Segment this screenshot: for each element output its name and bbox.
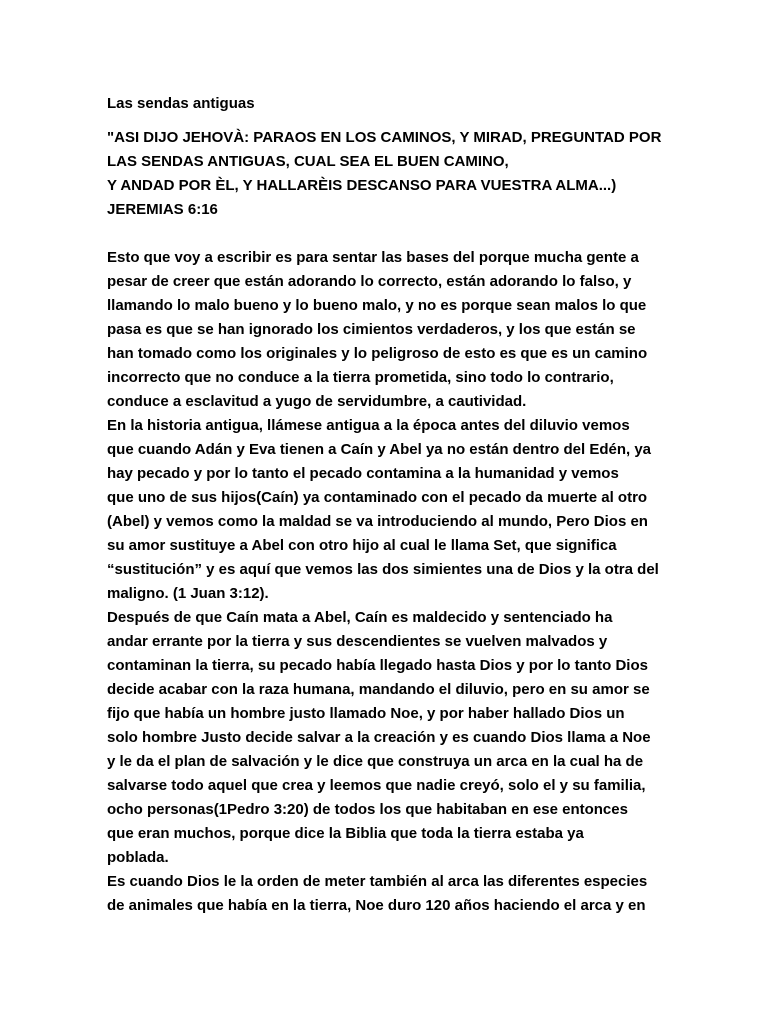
body-line: maligno. (1 Juan 3:12). xyxy=(107,585,269,602)
body-line: pesar de creer que están adorando lo correcto, están adorando lo falso, y xyxy=(107,273,632,290)
body-line: fijo que había un hombre justo llamado Noe, y por haber hallado Dios un xyxy=(107,705,625,722)
body-line: solo hombre Justo decide salvar a la creación y es cuando Dios llama a Noe xyxy=(107,729,651,746)
body-line: En la historia antigua, llámese antigua a la época antes del diluvio vemos xyxy=(107,417,630,434)
body-line: que cuando Adán y Eva tienen a Caín y Abel ya no están dentro del Edén, ya xyxy=(107,441,652,458)
body-line: llamando lo malo bueno y lo bueno malo, y no es porque sean malos lo que xyxy=(107,297,647,314)
body-line: conduce a esclavitud a yugo de servidumbre, a cautividad. xyxy=(107,393,527,410)
body-line: que uno de sus hijos(Caín) ya contaminado con el pecado da muerte al otro xyxy=(107,489,648,506)
body-line: salvarse todo aquel que crea y leemos que nadie creyó, solo el y su familia, xyxy=(107,777,646,794)
body-line: y le da el plan de salvación y le dice que construya un arca en la cual ha de xyxy=(107,753,644,770)
quote-line: Y ANDAD POR ÈL, Y HALLARÈIS DESCANSO PARA VUESTRA ALMA...) xyxy=(107,177,617,194)
body-line: que eran muchos, porque dice la Biblia que toda la tierra estaba ya xyxy=(107,825,584,842)
body-line: decide acabar con la raza humana, mandando el diluvio, pero en su amor se xyxy=(107,681,650,698)
quote-line: LAS SENDAS ANTIGUAS, CUAL SEA EL BUEN CAMINO, xyxy=(107,153,509,170)
body-line: Después de que Caín mata a Abel, Caín es maldecido y sentenciado ha xyxy=(107,609,613,626)
body-line: (Abel) y vemos como la maldad se va introduciendo al mundo, Pero Dios en xyxy=(107,513,648,530)
body-line: han tomado como los originales y lo peligroso de esto es que es un camino xyxy=(107,345,648,362)
body-line: contaminan la tierra, su pecado había llegado hasta Dios y por lo tanto Dios xyxy=(107,657,648,674)
body-line: “sustitución” y es aquí que vemos las dos simientes una de Dios y la otra del xyxy=(107,561,659,578)
body-line: ocho personas(1Pedro 3:20) de todos los que habitaban en ese entonces xyxy=(107,801,628,818)
body-line: hay pecado y por lo tanto el pecado contamina a la humanidad y vemos xyxy=(107,465,619,482)
body-line: andar errante por la tierra y sus descendientes se vuelven malvados y xyxy=(107,633,608,650)
document-title: Las sendas antiguas xyxy=(107,95,255,112)
body-line: de animales que había en la tierra, Noe duro 120 años haciendo el arca y en xyxy=(107,897,646,914)
body-line: Esto que voy a escribir es para sentar las bases del porque mucha gente a xyxy=(107,249,639,266)
body-line: incorrecto que no conduce a la tierra prometida, sino todo lo contrario, xyxy=(107,369,614,386)
body-line: Es cuando Dios le la orden de meter también al arca las diferentes especies xyxy=(107,873,648,890)
quote-line: "ASI DIJO JEHOVÀ: PARAOS EN LOS CAMINOS, Y MIRAD, PREGUNTAD POR xyxy=(107,129,662,146)
quote-reference: JEREMIAS 6:16 xyxy=(107,201,218,218)
body-line: pasa es que se han ignorado los cimientos verdaderos, y los que están se xyxy=(107,321,636,338)
body-line: su amor sustituye a Abel con otro hijo al cual le llama Set, que significa xyxy=(107,537,617,554)
body-line: poblada. xyxy=(107,849,169,866)
